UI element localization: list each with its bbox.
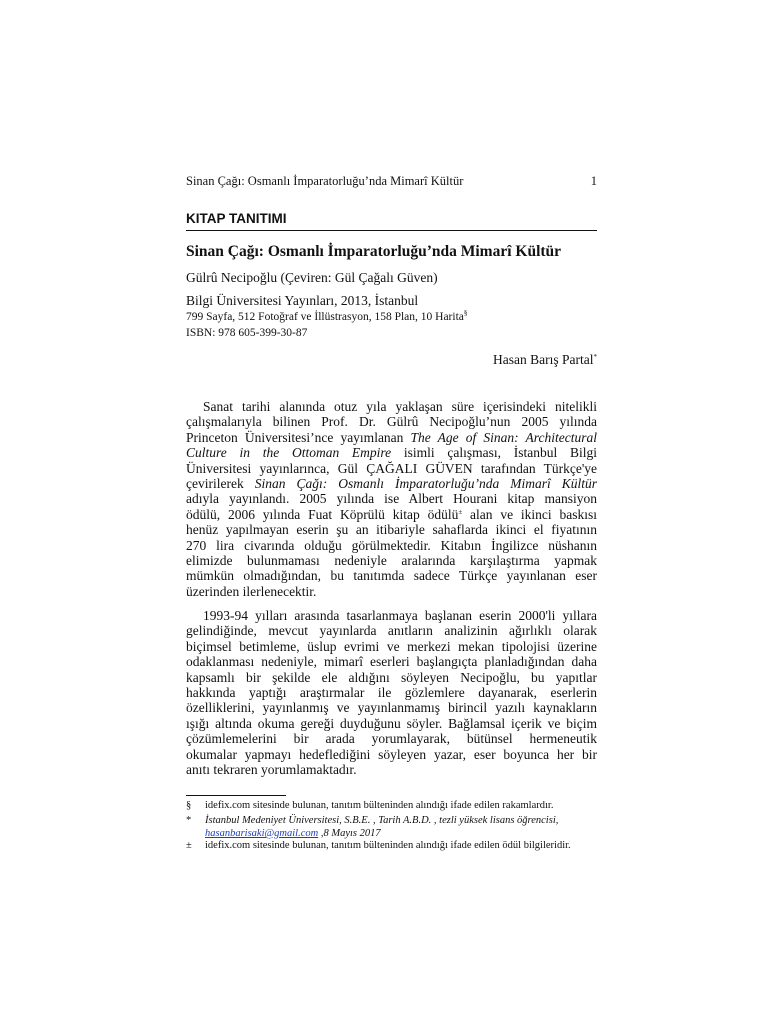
book-physical-text: 799 Sayfa, 512 Fotoğraf ve İllüstrasyon, 158 Plan, 10 Harita — [186, 311, 464, 323]
footnote-2 — [186, 814, 597, 840]
p1-book-title-tr: Sinan Çağı: Osmanlı İmparatorluğu’nda Mimarî Kültür — [254, 475, 597, 491]
p1-line: henüz yapılmayan eserin şu an itibariyle sahaflarda ikinci el fiyatının — [186, 522, 597, 538]
reviewer — [493, 352, 597, 368]
footnote-mark: ± — [186, 840, 192, 851]
p2-line: ışığı altında okuma gereği duyduğunu söyler. Bağlamsal içerik ve biçim — [186, 715, 597, 731]
p1-line: Üniversitesi yayınlarınca, Gül ÇAĞALI GÜVEN tarafından Türkçe'ye — [186, 460, 597, 476]
p2-line: okumalar yapmayı hedeflediğini söyleyen yazar, eser boyunca her bir — [186, 746, 597, 762]
book-details — [186, 309, 467, 341]
footnote-date: ,8 Mayıs 2017 — [318, 828, 381, 839]
footnote-ref-star: * — [593, 353, 597, 361]
p2-line: hakkında yaptığı araştırmalar ile gözlemlere dayanarak, eserlerin — [186, 684, 597, 700]
document-page — [186, 0, 597, 1024]
footnote-ref-plusminus: ± — [458, 507, 463, 516]
p2-line: gelindiğinde, mevcut yayınlarda anıtların analizinin ağırlıklı olarak — [186, 623, 597, 639]
book-author: Gülrû Necipoğlu (Çeviren: Gül Çağalı Güven) — [186, 270, 438, 285]
p1-book-title-en: Culture in the Ottoman Empire — [186, 445, 392, 461]
footnote-1 — [186, 799, 597, 812]
p1-line: üzerinden ilerlenecektir. — [186, 583, 317, 599]
p1-line: Sanat tarihi alanında otuz yıla yaklaşan süre içerisindeki nitelikli — [203, 399, 597, 414]
p1-line: 270 lira civarında olduğu görülmektedir. Kitabın İngilizce nüshanın — [186, 537, 597, 553]
section-label: KITAP TANITIMI — [186, 211, 597, 231]
book-title: Sinan Çağı: Osmanlı İmparatorluğu’nda Mimarî Kültür — [186, 243, 562, 260]
p2-line: anıtı tekraren yorumlamaktadır. — [186, 761, 357, 777]
p2-line: biçimsel betimleme, üslup evrimi ve merkezi mekan tipolojisi üzerine — [186, 638, 597, 654]
footnote-divider — [186, 795, 286, 796]
p2-line: özelliklerini, yayınlanmış ve yayınlanmamış birincil yazılı kaynakların — [186, 700, 597, 716]
p1-line: çalışmalarıyla bilinen Prof. Dr. Gülrû Necipoğlu’nun 2005 yılında — [186, 414, 597, 430]
p1-line — [186, 430, 597, 445]
p1-text: isimli çalışması, İstanbul Bilgi — [391, 445, 597, 461]
p1-text: Princeton Üniversitesi’nce yayımlanan — [186, 429, 411, 445]
p1-line — [186, 476, 597, 491]
footnote-text: idefix.com sitesinde bulunan, tanıtım bülteninden alındığı ifade edilen ödül bilgileridir. — [205, 840, 571, 851]
p1-text: alan ve ikinci baskısı — [462, 506, 597, 522]
page-number: 1 — [590, 174, 597, 188]
reviewer-name: Hasan Barış Partal — [493, 352, 594, 367]
email-link[interactable]: hasanbarisaki@gmail.com — [205, 828, 319, 839]
footnote-ref-section: § — [463, 309, 468, 317]
p2-line: odaklanması nedeniyle, mimarî eserleri başlangıçta planladığından daha — [186, 654, 597, 670]
running-header — [186, 174, 597, 189]
footnote-affiliation: İstanbul Medeniyet Üniversitesi, S.B.E. , Tarih A.B.D. , tezli yüksek lisans öğrencisi, — [205, 815, 559, 826]
p1-text: çevirilerek — [186, 475, 255, 491]
book-isbn: ISBN: 978 605-399-30-87 — [186, 327, 308, 339]
book-publisher: Bilgi Üniversitesi Yayınları, 2013, İstanbul — [186, 293, 419, 308]
p1-line: mümkün olmadığından, bu tanıtımda sadece Türkçe yayınlanan eser — [186, 568, 597, 584]
p1-book-title-en: The Age of Sinan: Architectural — [410, 429, 597, 445]
running-header-title: Sinan Çağı: Osmanlı İmparatorluğu’nda Mimarî Kültür — [186, 174, 464, 188]
p1-line: adıyla yayınlandı. 2005 yılında ise Albert Hourani kitap mansiyon — [186, 491, 597, 507]
p1-line — [186, 507, 597, 522]
p1-line — [186, 445, 597, 460]
p2-line: kapsamlı bir şekilde ele aldığını söyleyen Necipoğlu, bu yapıtlar — [186, 669, 597, 685]
p2-line: çözümlemelerini bir arada yorumlayarak, bütünsel hermeneutik — [186, 731, 597, 747]
p2-line: 1993-94 yılları arasında tasarlanmaya başlanan eserin 2000'li yıllara — [203, 608, 597, 623]
book-physical — [186, 309, 467, 325]
footnote-mark: * — [186, 815, 192, 826]
footnote-text: idefix.com sitesinde bulunan, tanıtım bülteninden alındığı ifade edilen rakamlardır. — [205, 800, 554, 811]
paragraph-1 — [186, 399, 597, 599]
p1-text: ödülü, 2006 yılında Fuat Köprülü kitap ödülü — [186, 506, 459, 522]
paragraph-2 — [186, 608, 597, 777]
p1-line: elimizde bulunmaması nedeniyle aralarında karşılaştırma yapmak — [186, 552, 597, 568]
footnote-mark: § — [186, 800, 192, 811]
footnote-3 — [186, 839, 597, 852]
footnote-text — [205, 814, 597, 840]
